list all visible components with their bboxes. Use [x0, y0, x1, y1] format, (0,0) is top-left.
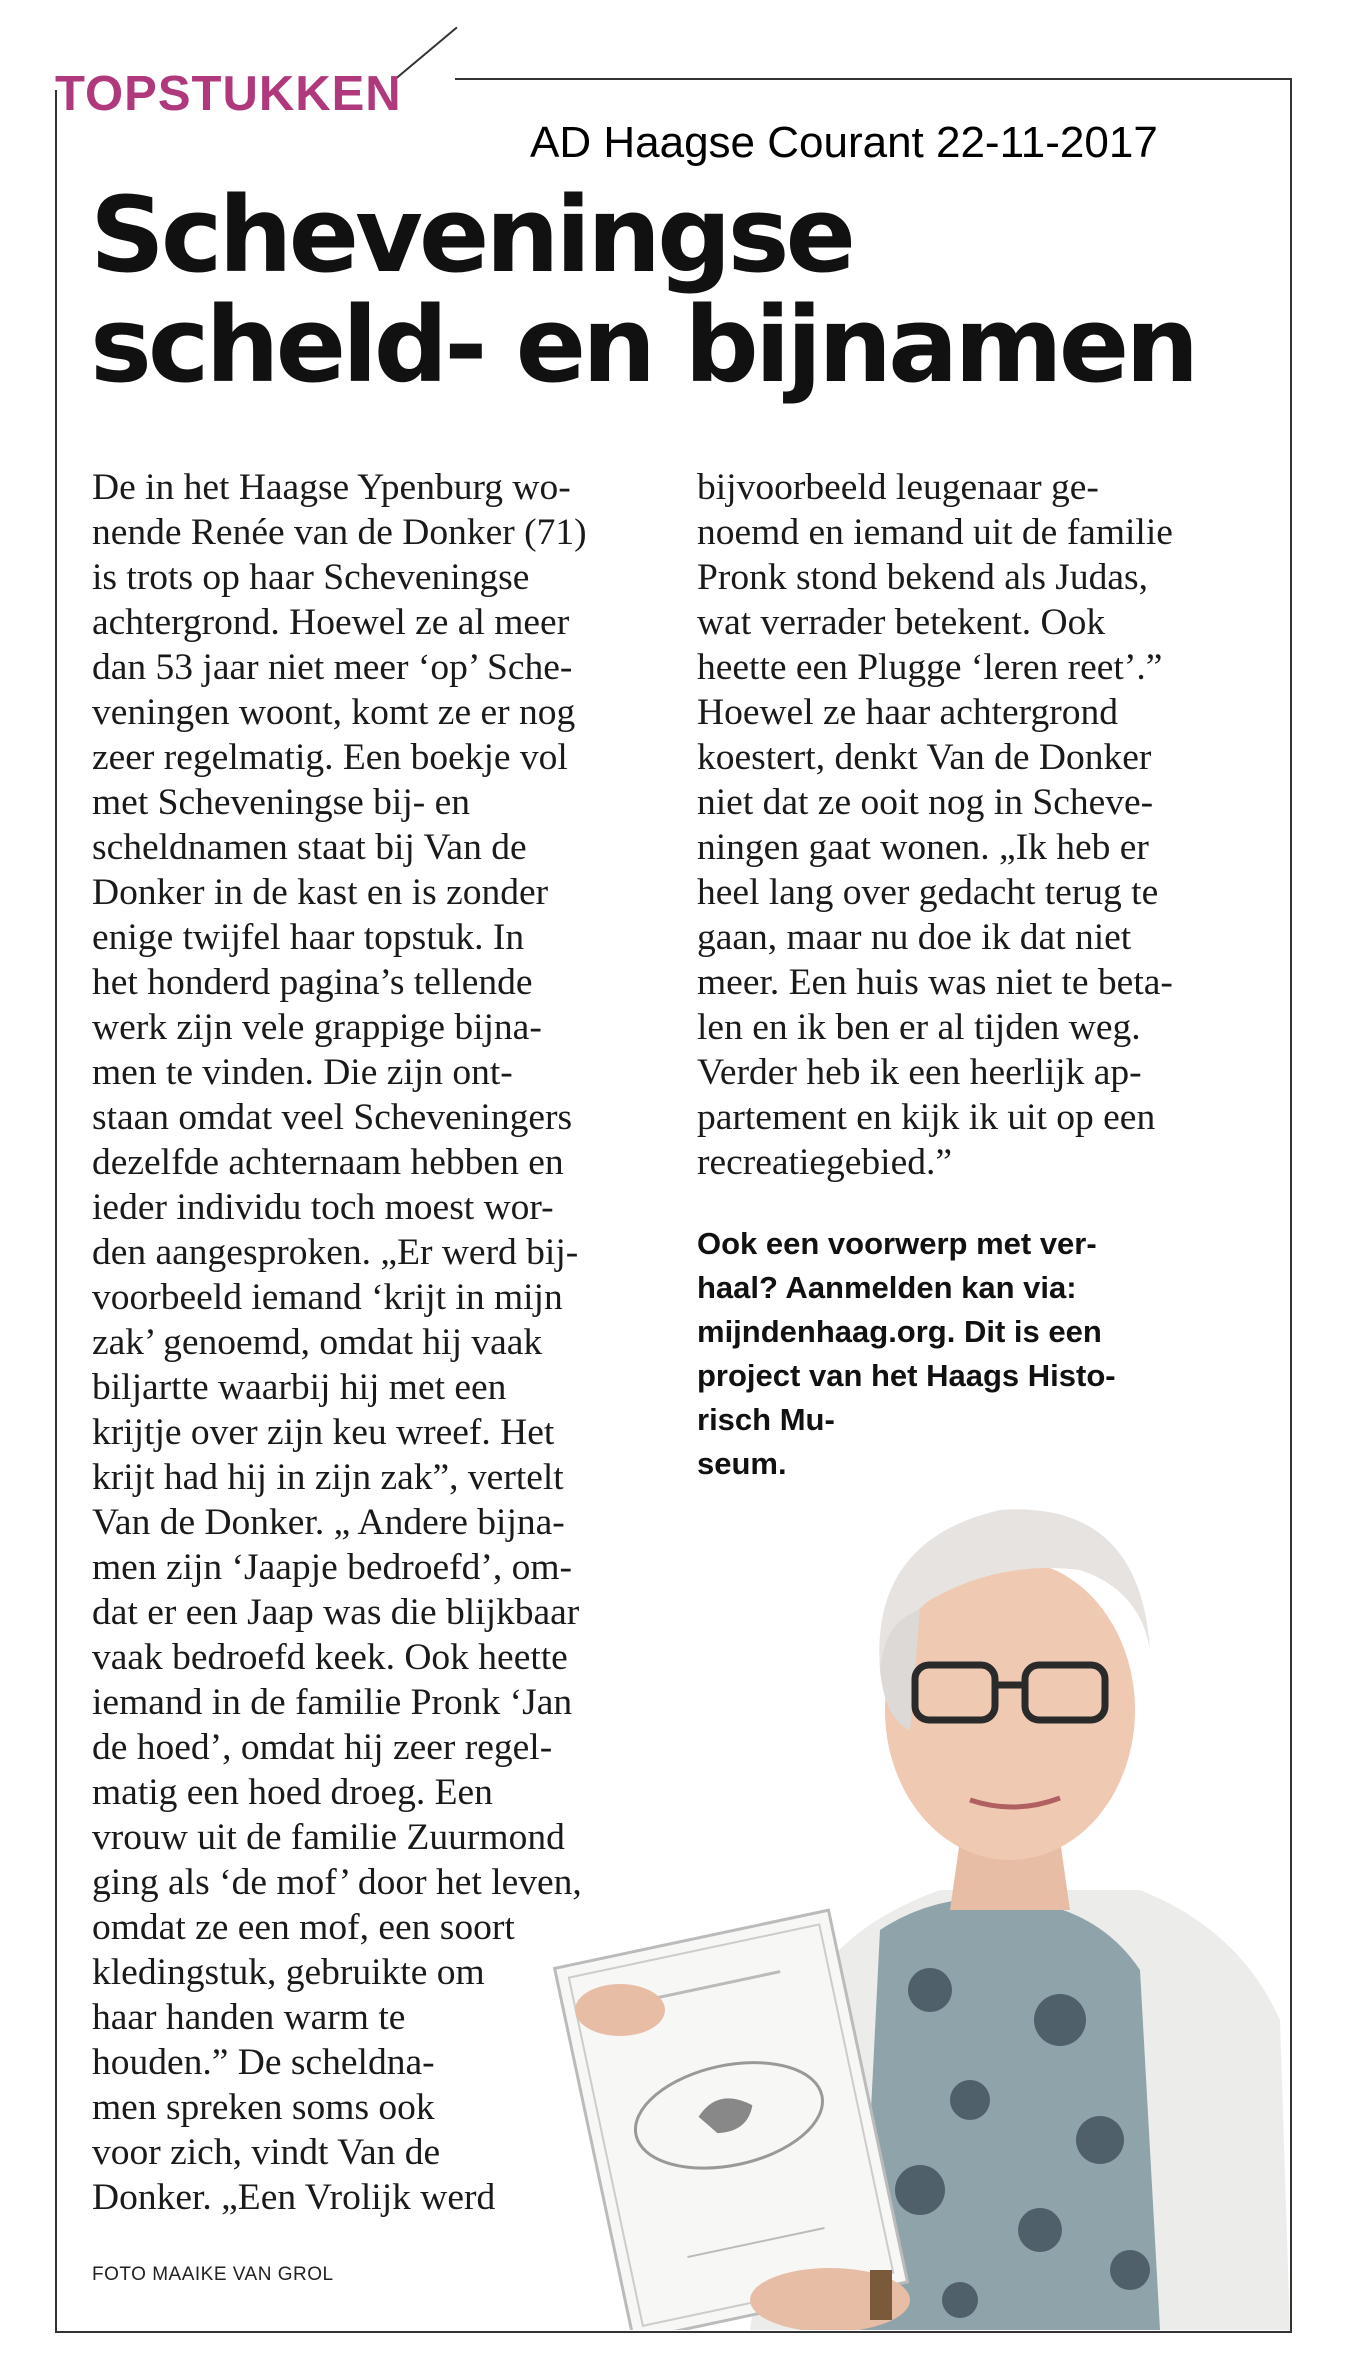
text-line: zak’ genoemd, omdat hij vaak — [92, 1322, 543, 1363]
text-line: Hoewel ze haar achtergrond — [697, 692, 1118, 733]
publication-source: AD Haagse Courant 22-11-2017 — [530, 118, 1158, 167]
text-line: krijt had hij in zijn zak”, vertelt — [92, 1457, 564, 1498]
headline-line: scheld- en bijnamen — [90, 284, 1196, 406]
body-column-right — [697, 465, 1173, 1185]
text-line: niet dat ze ooit nog in Scheve- — [697, 782, 1154, 823]
text-line: den aangesproken. „Er werd bij- — [92, 1232, 579, 1273]
text-line: men te vinden. Die zijn ont- — [92, 1052, 513, 1093]
text-line: dan 53 jaar niet meer ‘op’ Sche- — [92, 647, 573, 688]
text-line: haar handen warm te — [92, 1997, 406, 2038]
text-line: De in het Haagse Ypenburg wo- — [92, 467, 571, 508]
text-line: het honderd pagina’s tellende — [92, 962, 533, 1003]
text-line: ieder individu toch moest wor- — [92, 1187, 554, 1228]
text-line: scheldnamen staat bij Van de — [92, 827, 527, 868]
text-line: vaak bedroefd keek. Ook heette — [92, 1637, 568, 1678]
text-line: heel lang over gedacht terug te — [697, 872, 1159, 913]
text-line: veningen woont, komt ze er nog — [92, 692, 576, 733]
text-line: Ook een voorwerp met ver- — [697, 1226, 1097, 1261]
text-line: matig een hoed droeg. Een — [92, 1772, 493, 1813]
text-line: men spreken soms ook — [92, 2087, 435, 2128]
text-line: staan omdat veel Scheveningers — [92, 1097, 573, 1138]
text-line: zeer regelmatig. Een boekje vol — [92, 737, 568, 778]
text-line: recreatiegebied.” — [697, 1142, 953, 1183]
text-line: Pronk stond bekend als Judas, — [697, 557, 1149, 598]
text-line: bijvoorbeeld leugenaar ge- — [697, 467, 1099, 508]
text-line: Donker. „Een Vrolijk werd — [92, 2177, 496, 2218]
text-line: vrouw uit de familie Zuurmond — [92, 1817, 565, 1858]
text-line: wat verrader betekent. Ook — [697, 602, 1106, 643]
text-line: mijndenhaag.org. Dit is een — [697, 1314, 1102, 1349]
text-line: haal? Aanmelden kan via: — [697, 1270, 1077, 1305]
photo-credit: FOTO MAAIKE VAN GROL — [92, 2264, 334, 2285]
text-line: biljartte waarbij hij met een — [92, 1367, 507, 1408]
text-line: voorbeeld iemand ‘krijt in mijn — [92, 1277, 563, 1318]
text-line: dezelfde achternaam hebben en — [92, 1142, 564, 1183]
text-line: seum. — [697, 1446, 787, 1481]
text-line: risch Mu- — [697, 1402, 835, 1437]
text-line: houden.” De scheldna- — [92, 2042, 435, 2083]
text-line: krijtje over zijn keu wreef. Het — [92, 1412, 555, 1453]
text-line: meer. Een huis was niet te beta- — [697, 962, 1173, 1003]
text-line: heette een Plugge ‘leren reet’.” — [697, 647, 1163, 688]
text-line: men zijn ‘Jaapje bedroefd’, om- — [92, 1547, 573, 1588]
text-line: enige twijfel haar topstuk. In — [92, 917, 525, 958]
section-kicker: TOPSTUKKEN — [55, 67, 402, 121]
text-line: is trots op haar Scheveningse — [92, 557, 530, 598]
text-line: Van de Donker. „ Andere bijna- — [92, 1502, 565, 1543]
text-line: achtergrond. Hoewel ze al meer — [92, 602, 570, 643]
text-line: ging als ‘de mof’ door het leven, — [92, 1862, 582, 1903]
text-line: voor zich, vindt Van de — [92, 2132, 441, 2173]
text-line: werk zijn vele grappige bijna- — [92, 1007, 542, 1048]
article-headline — [90, 174, 1270, 406]
text-line: ningen gaat wonen. „Ik heb er — [697, 827, 1149, 868]
text-line: kledingstuk, gebruikte om — [92, 1952, 485, 1993]
text-line: met Scheveningse bij- en — [92, 782, 471, 823]
text-line: omdat ze een mof, een soort — [92, 1907, 515, 1948]
text-line: Verder heb ik een heerlijk ap- — [697, 1052, 1142, 1093]
text-line: dat er een Jaap was die blijkbaar — [92, 1592, 580, 1633]
text-line: de hoed’, omdat hij zeer regel- — [92, 1727, 553, 1768]
text-line: len en ik ben er al tijden weg. — [697, 1007, 1141, 1048]
text-line: noemd en iemand uit de familie — [697, 512, 1173, 553]
text-line: project van het Haags Histo- — [697, 1358, 1116, 1393]
text-line: iemand in de familie Pronk ‘Jan — [92, 1682, 573, 1723]
headline-line: Scheveningse — [90, 174, 853, 296]
text-line: partement en kijk ik uit op een — [697, 1097, 1156, 1138]
text-line: koestert, denkt Van de Donker — [697, 737, 1152, 778]
text-line: nende Renée van de Donker (71) — [92, 512, 587, 553]
text-line: Donker in de kast en is zonder — [92, 872, 549, 913]
text-line: gaan, maar nu doe ik dat niet — [697, 917, 1132, 958]
portrait-photo — [500, 1370, 1290, 2330]
